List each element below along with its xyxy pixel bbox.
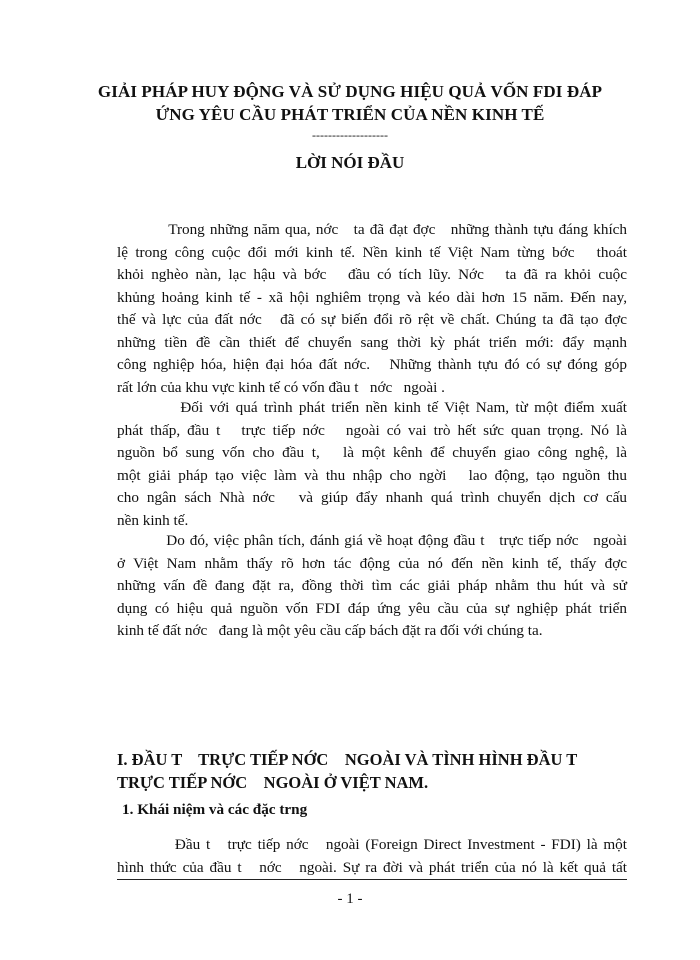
- title-line: GIẢI PHÁP HUY ĐỘNG VÀ SỬ DỤNG HIỆU QUẢ VỐN FDI ĐÁP: [97, 82, 603, 101]
- title-line: ỨNG YÊU CẦU PHÁT TRIỂN CỦA NỀN KINH TẾ: [155, 105, 545, 124]
- section-title-line: TRỰC TIẾP NỚC NGOÀI Ở VIỆT NAM.: [117, 773, 429, 792]
- text-line: khỏi nghèo nàn, lạc hậu và bớc đầu có tích lũy. Nớc ta đã ra khỏi cuộc: [117, 266, 627, 283]
- text-line: cho ngân sách Nhà nớc và giúp đẩy nhanh quá trình chuyển dịch cơ cấu: [117, 489, 627, 506]
- paragraph-2: [117, 397, 627, 532]
- page-number: - 1 -: [337, 891, 363, 907]
- section-title: [117, 748, 627, 794]
- text-line: nền kinh tế.: [117, 511, 189, 529]
- text-line: một giải pháp tạo việc làm và thu nhập cho ngời lao động, tạo nguồn thu: [117, 466, 627, 484]
- text-line: phát thấp, đầu t trực tiếp nớc ngoài có vai trò hết sức quan trọng. Nó là: [117, 421, 627, 439]
- text-line: Trong những năm qua, nớc ta đã đạt đợc những thành tựu đáng khích: [117, 221, 627, 238]
- paragraph-3: [117, 530, 627, 643]
- document-title: [60, 80, 640, 126]
- text-line: những vấn đề đang đặt ra, đồng thời tìm các giải pháp nhằm thu hút và sử: [117, 577, 627, 594]
- text-line: hình thức của đầu t nớc ngoài. Sự ra đời và phát triển của nó là kết quả tất: [117, 858, 627, 876]
- text-line: ở Việt Nam nhằm thấy rõ hơn tác động của nó đến nền kinh tế, thấy đợc: [117, 554, 627, 572]
- section-title-line: I. ĐẦU T TRỰC TIẾP NỚC NGOÀI VÀ TÌNH HÌNH ĐẦU T: [117, 750, 578, 769]
- text-line: Đối với quá trình phát triển nền kinh tế Việt Nam, từ một điểm xuất: [117, 399, 627, 416]
- text-line: Đầu t trực tiếp nớc ngoài (Foreign Direct Investment - FDI) là một: [117, 836, 627, 853]
- section-paragraph: [117, 834, 627, 879]
- text-line: Do đó, việc phân tích, đánh giá về hoạt động đầu t trực tiếp nớc ngoài: [117, 532, 627, 549]
- text-line: lệ trong công cuộc đổi mới kinh tế. Nền kinh tế Việt Nam từng bớc thoát: [117, 243, 627, 261]
- text-line: công nghiệp hóa, hiện đại hóa đất nớc. Những thành tựu đó có sự đóng góp: [117, 356, 627, 373]
- footer-rule: [117, 879, 627, 880]
- preface-heading: LỜI NÓI ĐẦU: [295, 153, 405, 172]
- text-line: khủng hoảng kinh tế - xã hội nghiêm trọng và kéo dài hơn 15 năm. Đến nay,: [117, 288, 627, 306]
- text-line: nguồn bổ sung vốn cho đầu t, là một kênh để chuyển giao công nghệ, là: [117, 444, 627, 461]
- text-line: những tiền đề cần thiết để chuyển sang thời kỳ phát triển mới: đẩy mạnh: [117, 333, 627, 351]
- text-line: rất lớn của khu vực kinh tế có vốn đầu t nớc ngoài .: [117, 378, 445, 396]
- text-line: kinh tế đất nớc đang là một yêu cầu cấp bách đặt ra đối với chúng ta.: [117, 622, 543, 639]
- text-line: dụng có hiệu quả nguồn vốn FDI đáp ứng yêu cầu của sự nghiệp phát triển: [117, 599, 627, 617]
- text-line: thế và lực của đất nớc đã có sự biến đổi rõ rệt về chất. Chúng ta đã tạo đợc: [117, 311, 627, 328]
- paragraph-1: [117, 219, 627, 399]
- subsection-title: 1. Khái niệm và các đặc trng: [122, 801, 308, 818]
- title-separator: -------------------: [312, 128, 388, 142]
